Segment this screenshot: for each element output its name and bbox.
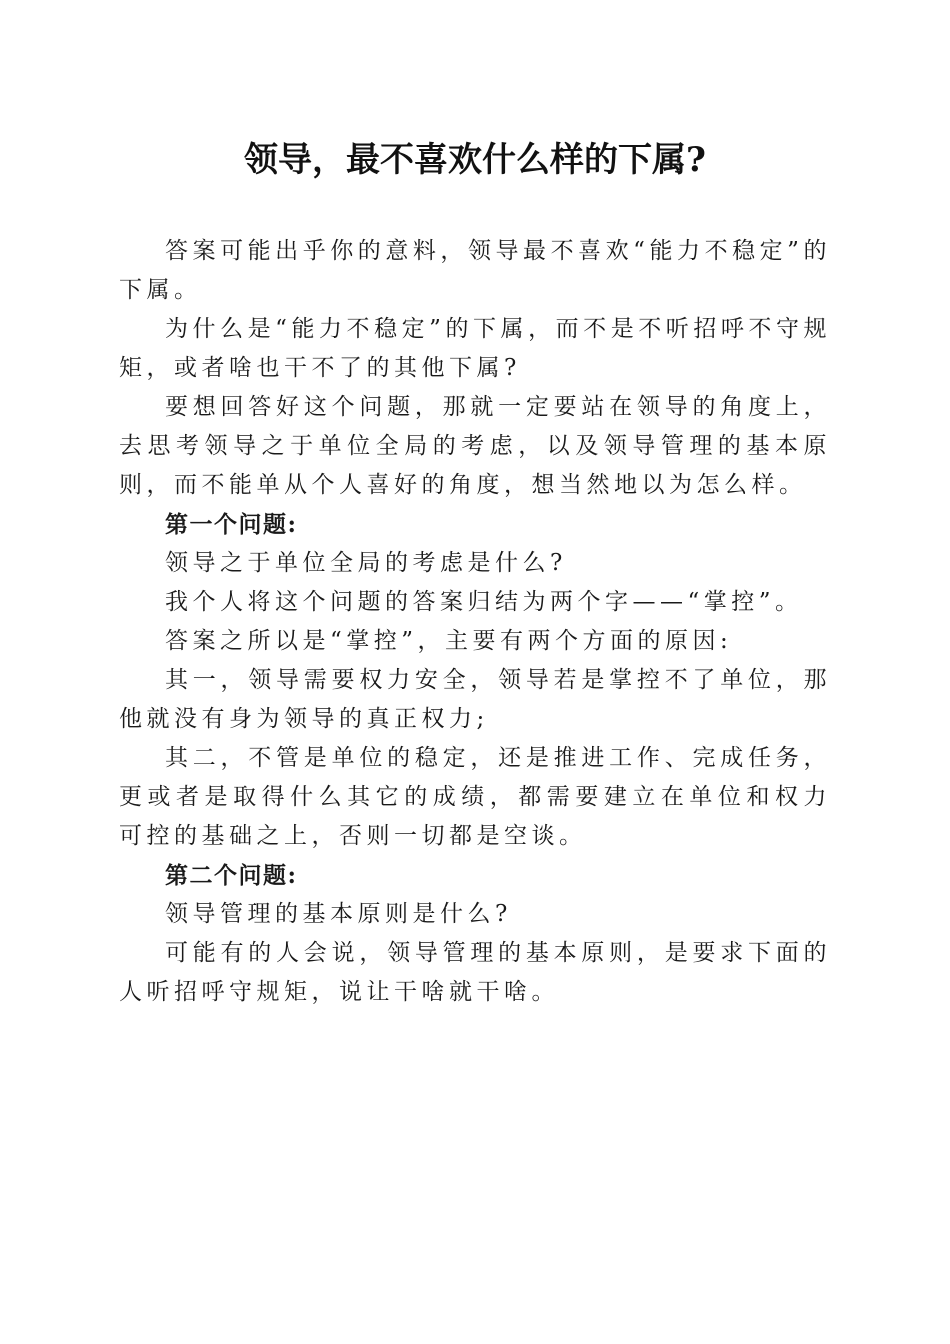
document-title: 领导，最不喜欢什么样的下属? bbox=[244, 140, 706, 180]
paragraph: 其二，不管是单位的稳定，还是推进工作、完成任务，更或者是取得什么其它的成绩，都需要建立在单位和权力可控的基础之上，否则一切都是空谈。 bbox=[119, 745, 831, 849]
document-body bbox=[119, 232, 831, 1012]
section-heading: 第一个问题: bbox=[165, 511, 298, 538]
paragraph: 领导之于单位全局的考虑是什么? bbox=[165, 550, 567, 576]
paragraph: 答案之所以是“掌控”，主要有两个方面的原因: bbox=[165, 628, 733, 654]
paragraph: 答案可能出乎你的意料，领导最不喜欢“能力不稳定”的下属。 bbox=[119, 238, 831, 303]
paragraph: 领导管理的基本原则是什么? bbox=[165, 901, 512, 927]
paragraph: 要想回答好这个问题，那就一定要站在领导的角度上，去思考领导之于单位全局的考虑，以及领导管理的基本原则，而不能单从个人喜好的角度，想当然地以为怎么样。 bbox=[119, 394, 831, 498]
section-heading: 第二个问题: bbox=[165, 862, 298, 889]
paragraph: 为什么是“能力不稳定”的下属，而不是不听招呼不守规矩，或者啥也干不了的其他下属? bbox=[119, 316, 831, 381]
paragraph: 其一，领导需要权力安全，领导若是掌控不了单位，那他就没有身为领导的真正权力; bbox=[119, 667, 831, 732]
paragraph: 我个人将这个问题的答案归结为两个字——“掌控”。 bbox=[165, 589, 803, 615]
paragraph: 可能有的人会说，领导管理的基本原则，是要求下面的人听招呼守规矩，说让干啥就干啥。 bbox=[119, 940, 831, 1005]
